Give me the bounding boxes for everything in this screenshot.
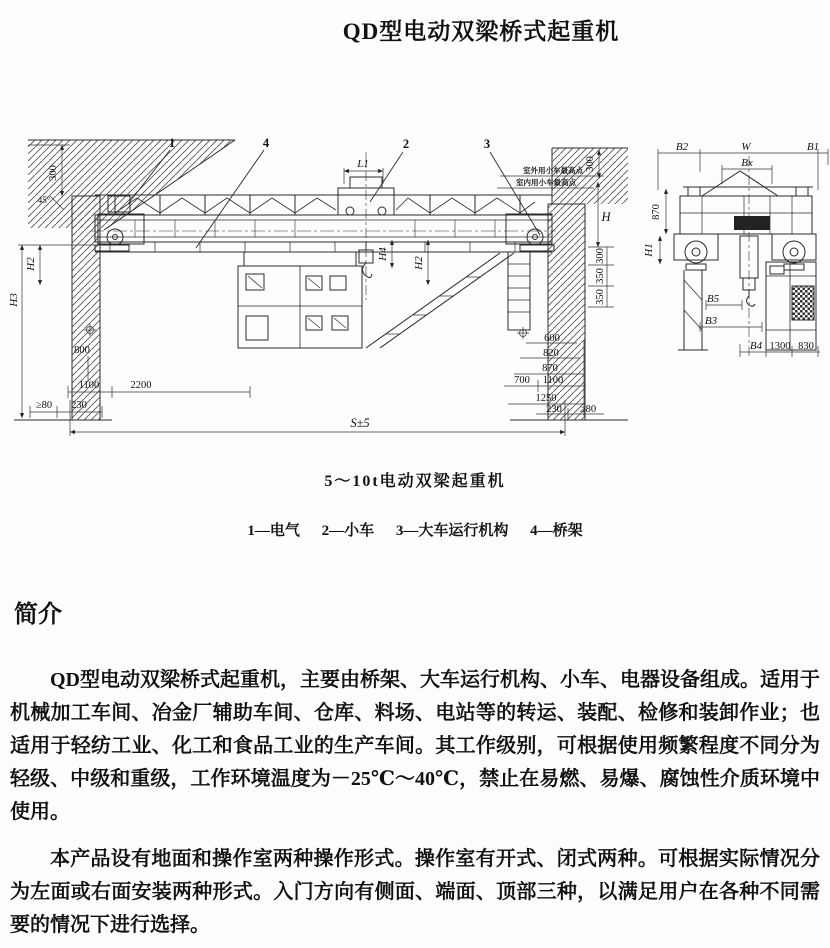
- dim-bx: Bx: [741, 157, 753, 169]
- legend-item-electric: 1—电气: [247, 523, 300, 539]
- dim-1100-left: 1100: [78, 380, 100, 391]
- dim-870-side: 870: [651, 204, 662, 220]
- note-outdoor-trolley-highest-point: 室外用小车最高点: [523, 166, 583, 175]
- dim-w: W: [741, 141, 751, 153]
- dim-45deg: 45°: [37, 195, 51, 205]
- crane-technical-drawing: [0, 0, 830, 470]
- dim-chain-350b: 350: [595, 289, 606, 305]
- note-indoor-trolley-highest-point: 室内用小车最高点: [516, 178, 576, 187]
- figure-caption: 5～10t电动双梁起重机: [324, 473, 506, 490]
- dim-b3: B3: [704, 315, 718, 327]
- dim-h3: H3: [8, 293, 20, 307]
- callout-4: 4: [262, 136, 270, 150]
- dim-820: 820: [543, 348, 559, 359]
- dim-300-top-right: 300: [585, 156, 596, 172]
- dim-ge80-left: ≥80: [35, 400, 53, 411]
- dim-ge80-right: ≥80: [579, 404, 597, 415]
- dim-h2-mid: H2: [413, 256, 425, 270]
- dim-870: 870: [542, 363, 558, 374]
- operator-cab: [238, 252, 514, 348]
- dim-span: S±5: [350, 416, 370, 430]
- callout-3: 3: [483, 137, 491, 151]
- dim-chain-350a: 350: [595, 268, 606, 284]
- dim-b4: B4: [749, 340, 763, 352]
- intro-text: [10, 664, 820, 942]
- dim-700: 700: [514, 375, 530, 386]
- dim-300-left: 300: [48, 165, 59, 181]
- intro-paragraph-2: 本产品设有地面和操作室两种操作形式。操作室有开式、闭式两种。可根据实际情况分为左面或右面安装两种形式。入门方向有侧面、端面、顶部三种，以满足用户在各种不同需要的情况下进行选择。: [10, 848, 820, 936]
- legend-item-trolley: 2—小车: [321, 523, 375, 539]
- dim-230-right: 230: [546, 404, 562, 415]
- dim-b1: B1: [806, 141, 820, 153]
- dim-230-left: 230: [71, 400, 87, 411]
- dim-2200: 2200: [130, 380, 152, 391]
- side-elevation: [674, 156, 816, 358]
- dim-600: 600: [544, 333, 560, 344]
- dim-830: 830: [798, 341, 814, 352]
- dim-chain-300: 300: [595, 248, 606, 264]
- legend-item-travel-mechanism: 3—大车运行机构: [395, 523, 509, 539]
- section-heading: 简介: [14, 602, 62, 628]
- dim-b2: B2: [675, 141, 689, 153]
- dim-1100-right: 1100: [542, 375, 564, 386]
- page-title: QD型电动双梁桥式起重机: [342, 19, 620, 44]
- callout-2: 2: [402, 137, 410, 151]
- dim-b5: B5: [706, 293, 720, 305]
- dim-800: 800: [74, 345, 90, 356]
- dim-h2-left: H2: [25, 257, 37, 271]
- figure-legend: [0, 519, 830, 540]
- dim-h4: H4: [377, 247, 389, 261]
- dim-h: H: [601, 210, 611, 224]
- dim-l1: L1: [357, 158, 369, 170]
- dim-1250: 1250: [535, 393, 557, 404]
- callout-1: 1: [168, 136, 176, 150]
- intro-paragraph-1: QD型电动双梁桥式起重机，主要由桥架、大车运行机构、小车、电器设备组成。适用于机械加工车间、冶金厂辅助车间、仓库、料场、电站等的转运、装配、检修和装卸作业；也适用于轻纺工业、化工和食品工业的生产车间。其工作级别，可根据使用频繁程度不同分为轻级、中级和重级，工作环境温度为－25℃～40℃，禁止在易燃、易爆、腐蚀性介质环境中使用。: [10, 669, 820, 823]
- dim-h1: H1: [643, 243, 655, 257]
- dim-1300: 1300: [769, 341, 791, 352]
- legend-item-bridge-frame: 4—桥架: [530, 523, 583, 539]
